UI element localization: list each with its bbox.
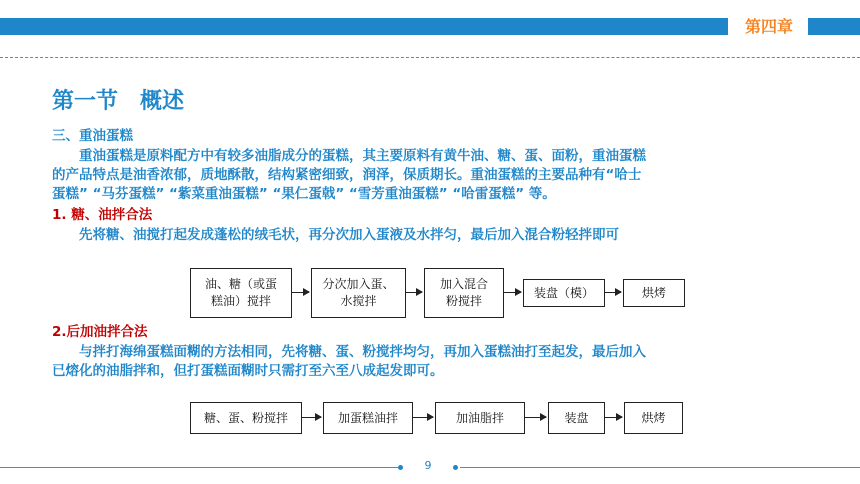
footer-dot-icon (453, 465, 458, 470)
header-bar-right (808, 18, 860, 35)
flow2-step-4: 装盘 (548, 402, 605, 434)
intro-line: 的产品特点是油香浓郁，质地酥散，结构紧密细致，润泽，保质期长。重油蛋糕的主要品种有“哈士 (52, 167, 642, 183)
flow1-arrow-icon (291, 292, 309, 293)
footer-line-left (0, 467, 398, 468)
flow2-arrow-icon (604, 417, 622, 418)
method1-heading: 1. 糖、油拌合法 (52, 207, 153, 223)
chapter-label: 第四章 (744, 17, 793, 36)
flow1-step-3: 加入混合 粉搅拌 (424, 268, 504, 318)
flow2-step-2: 加蛋糕油拌 (323, 402, 413, 434)
intro-line: 重油蛋糕是原料配方中有较多油脂成分的蛋糕，其主要原料有黄牛油、糖、蛋、面粉，重油蛋糕 (52, 148, 646, 164)
flow1-arrow-icon (604, 292, 621, 293)
footer-line-right (460, 467, 860, 468)
header-divider (0, 57, 860, 58)
section-heading: 三、重油蛋糕 (52, 128, 133, 144)
method2-line: 已熔化的油脂拌和，但打蛋糕面糊时只需打至六至八成起发即可。 (52, 363, 444, 379)
method2-text (52, 343, 646, 381)
header-bar (0, 18, 728, 35)
method2-heading: 2.后加油拌合法 (52, 324, 148, 340)
section-intro (52, 147, 646, 204)
flow1-step-4: 装盘（模） (523, 279, 605, 307)
flow2-step-3: 加油脂拌 (435, 402, 525, 434)
flow1-step-5: 烘烤 (623, 279, 685, 307)
footer-dot-icon (398, 465, 403, 470)
flow2-arrow-icon (412, 417, 433, 418)
flow1-arrow-icon (503, 292, 521, 293)
flow2-arrow-icon (301, 417, 321, 418)
page-title: 第一节 概述 (52, 89, 185, 114)
flow2-step-1: 糖、蛋、粉搅拌 (190, 402, 302, 434)
flow1-step-2: 分次加入蛋、 水搅拌 (311, 268, 406, 318)
flow2-step-5: 烘烤 (624, 402, 683, 434)
flow2-arrow-icon (524, 417, 546, 418)
method2-line: 与拌打海绵蛋糕面糊的方法相同，先将糖、蛋、粉搅拌均匀，再加入蛋糕油打至起发，最后加入 (52, 344, 646, 360)
page-number: 9 (424, 459, 432, 472)
flow1-arrow-icon (405, 292, 422, 293)
method1-text: 先将糖、油搅打起发成蓬松的绒毛状，再分次加入蛋液及水拌匀，最后加入混合粉轻拌即可 (52, 227, 619, 243)
flow1-step-1: 油、糖（或蛋 糕油）搅拌 (190, 268, 292, 318)
intro-line: 蛋糕” “马芬蛋糕” “紫菜重油蛋糕” “果仁蛋戟” “雪芳重油蛋糕” “哈雷蛋糕” 等。 (52, 186, 556, 202)
